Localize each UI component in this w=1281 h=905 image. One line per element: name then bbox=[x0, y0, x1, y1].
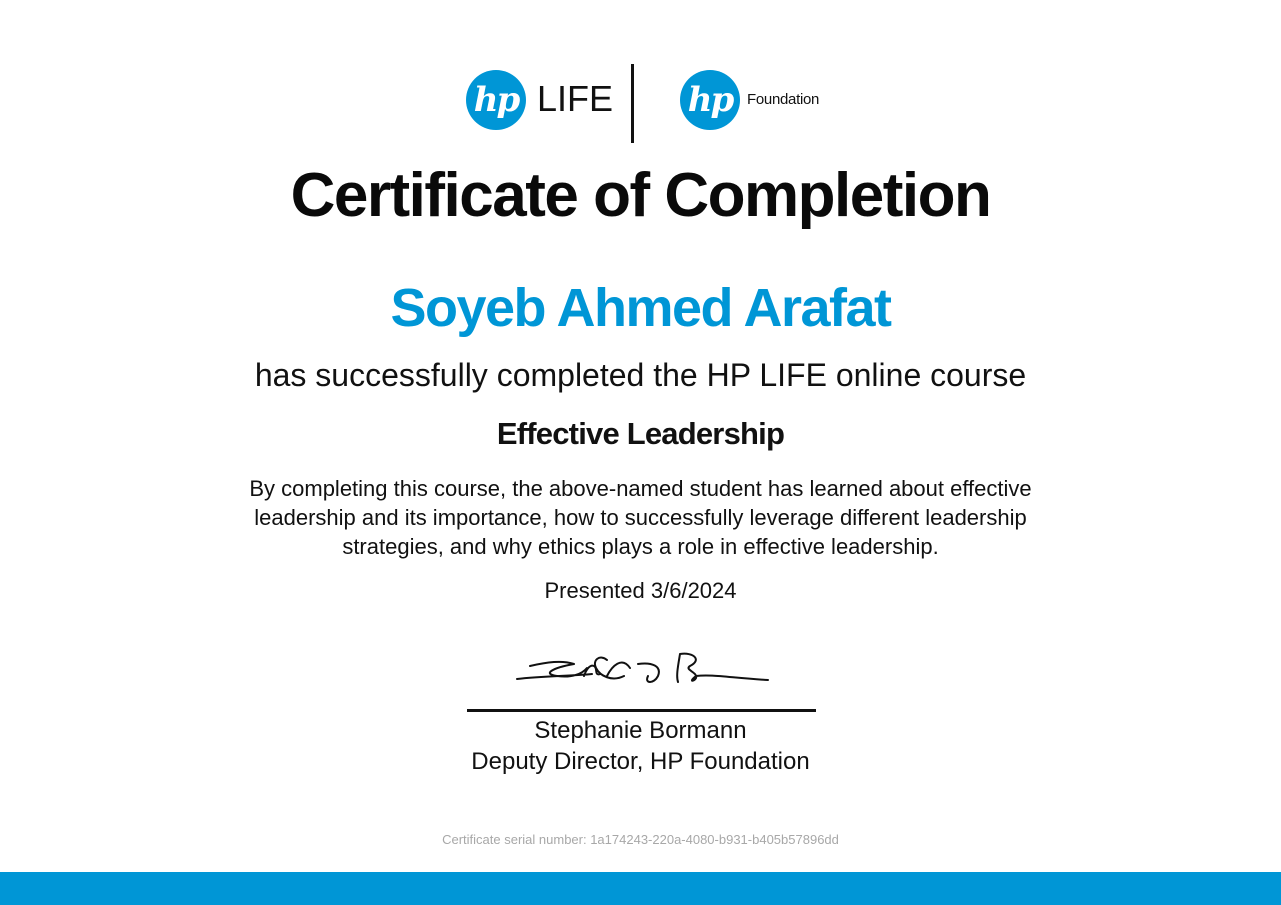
life-logo-text: LIFE bbox=[537, 78, 614, 119]
presented-date: Presented 3/6/2024 bbox=[544, 578, 737, 603]
signatory-title: Deputy Director, HP Foundation bbox=[471, 748, 810, 775]
footer-bar bbox=[0, 872, 1281, 905]
logo-bar bbox=[0, 64, 1281, 144]
hp-foundation-logo-icon: hp bbox=[680, 70, 740, 130]
signatory-name: Stephanie Bormann bbox=[534, 717, 747, 744]
completion-statement: has successfully completed the HP LIFE online course bbox=[254, 357, 1027, 393]
logo-divider bbox=[631, 64, 634, 143]
signature-icon bbox=[512, 646, 772, 696]
student-name: Soyeb Ahmed Arafat bbox=[390, 278, 891, 338]
certificate-title: Certificate of Completion bbox=[290, 161, 991, 230]
course-name: Effective Leadership bbox=[496, 416, 785, 451]
serial-number: Certificate serial number: 1a174243-220a-4080-b931-b405b57896dd bbox=[442, 832, 839, 847]
signature-line bbox=[467, 709, 816, 712]
course-description: By completing this course, the above-named student has learned about effective leadership and its importance, how to successfully leverage different leadership strategies, and why ethics plays a role in effective leadership. bbox=[249, 476, 1032, 559]
foundation-logo-text: Foundation bbox=[747, 91, 820, 108]
hp-logo-icon: hp bbox=[466, 70, 526, 130]
